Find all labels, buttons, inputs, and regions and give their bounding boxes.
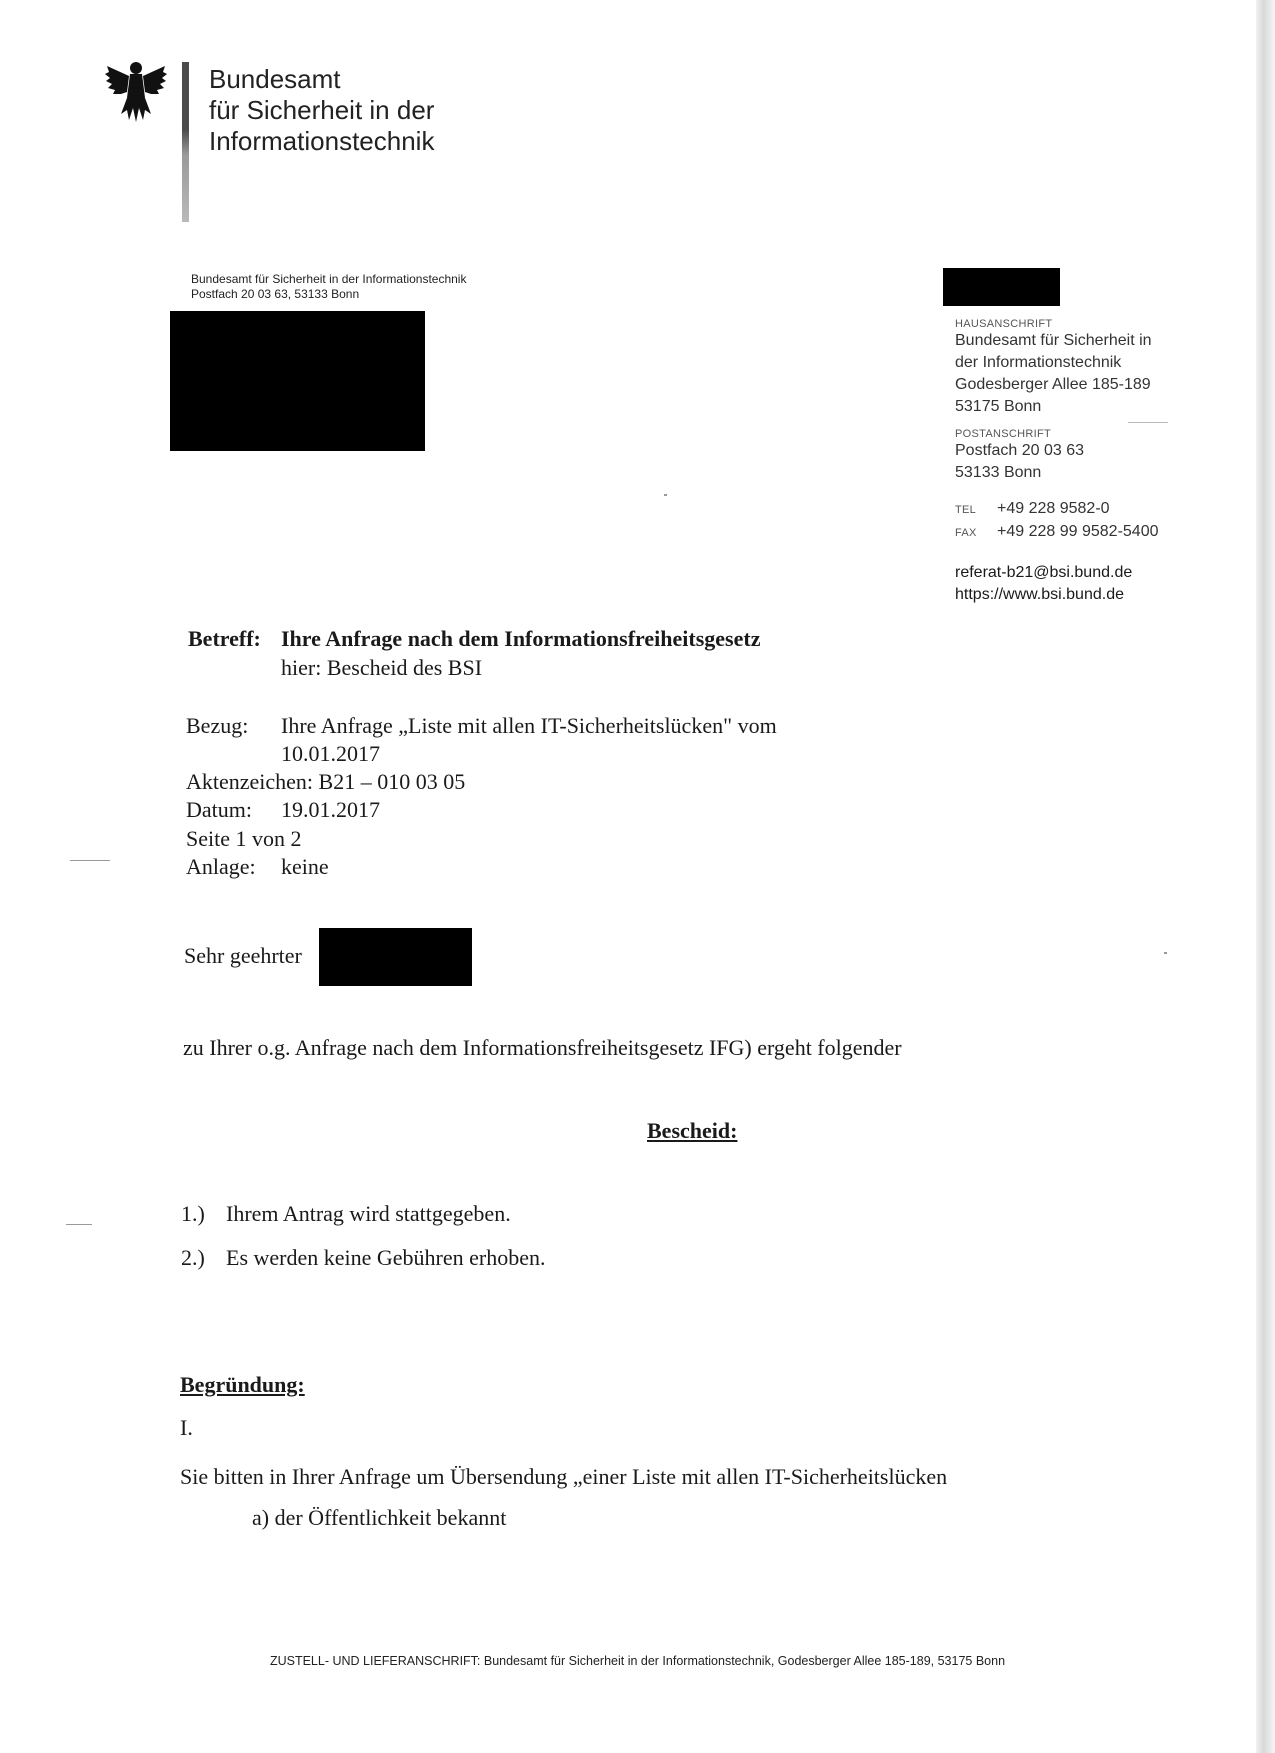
anlage-label: Anlage: — [186, 854, 256, 879]
decision-1-number: 1.) — [181, 1201, 205, 1226]
logo-line-1: Bundesamt — [209, 64, 341, 94]
logo-bar — [182, 62, 189, 222]
postanschrift-label: POSTANSCHRIFT — [955, 428, 1051, 440]
delivery-address-footer: ZUSTELL- UND LIEFERANSCHRIFT: Bundesamt für Sicherheit in der Informationstechnik, Godesberger Allee 185-189, 53175 Bonn — [269, 1654, 1006, 1668]
datum-value: 19.01.2017 — [281, 797, 380, 822]
begruendung-heading: Begründung: — [180, 1372, 305, 1397]
postanschrift-line-2: 53133 Bonn — [955, 464, 1042, 481]
section-numeral: I. — [180, 1415, 193, 1440]
hausanschrift-line-4: 53175 Bonn — [955, 398, 1042, 415]
scan-edge — [1256, 0, 1275, 1753]
hausanschrift-line-3: Godesberger Allee 185-189 — [955, 376, 1151, 393]
redacted-recipient-name — [319, 928, 472, 986]
logo-line-2: für Sicherheit in der — [209, 95, 435, 125]
logo-line-3: Informationstechnik — [209, 126, 435, 156]
subject-label: Betreff: — [188, 626, 261, 651]
aktenzeichen: Aktenzeichen: B21 – 010 03 05 — [186, 769, 466, 794]
tel-label: TEL — [955, 504, 977, 516]
scan-speck — [70, 860, 110, 861]
reference-line-1: Ihre Anfrage „Liste mit allen IT-Sicherheitslücken" vom — [281, 713, 777, 738]
scan-speck — [1128, 422, 1168, 423]
postanschrift-line-1: Postfach 20 03 63 — [955, 442, 1084, 459]
hausanschrift-line-2: der Informationstechnik — [955, 354, 1122, 371]
decision-2-number: 2.) — [181, 1245, 205, 1270]
scan-speck — [1164, 952, 1167, 954]
redacted-recipient-address — [170, 311, 425, 451]
hausanschrift-label: HAUSANSCHRIFT — [955, 318, 1053, 330]
intro-text: zu Ihrer o.g. Anfrage nach dem Informationsfreiheitsgesetz IFG) ergeht folgender — [183, 1035, 902, 1060]
scan-speck — [66, 1224, 92, 1225]
return-address — [191, 272, 466, 302]
list-item-a: a) der Öffentlichkeit bekannt — [252, 1505, 507, 1530]
agency-logo-text — [209, 64, 434, 157]
scan-speck — [664, 494, 667, 496]
subject-line-2: hier: Bescheid des BSI — [281, 655, 483, 680]
page-indicator: Seite 1 von 2 — [186, 826, 302, 851]
anlage-value: keine — [281, 854, 329, 879]
fax-value: +49 228 99 9582-5400 — [997, 523, 1159, 540]
return-address-line-1: Bundesamt für Sicherheit in der Informationstechnik — [191, 272, 467, 286]
federal-eagle-icon — [105, 58, 167, 124]
reference-label: Bezug: — [186, 713, 249, 738]
redacted-sender-name — [943, 268, 1060, 306]
datum-label: Datum: — [186, 797, 252, 822]
email-link[interactable]: referat-b21@bsi.bund.de — [955, 564, 1133, 581]
hausanschrift-line-1: Bundesamt für Sicherheit in — [955, 332, 1152, 349]
reference-line-2: 10.01.2017 — [281, 741, 380, 766]
body-paragraph: Sie bitten in Ihrer Anfrage um Übersendung „einer Liste mit allen IT-Sicherheitslücken — [180, 1464, 948, 1489]
contact-block — [955, 318, 1158, 606]
website-link[interactable]: https://www.bsi.bund.de — [955, 586, 1124, 603]
bescheid-heading: Bescheid: — [647, 1118, 738, 1143]
fax-label: FAX — [955, 527, 977, 539]
subject-line-1: Ihre Anfrage nach dem Informationsfreiheitsgesetz — [281, 626, 761, 651]
return-address-line-2: Postfach 20 03 63, 53133 Bonn — [191, 287, 360, 301]
decision-1-text: Ihrem Antrag wird stattgegeben. — [226, 1201, 511, 1226]
tel-value: +49 228 9582-0 — [997, 500, 1110, 517]
salutation: Sehr geehrter — [184, 943, 302, 968]
decision-2-text: Es werden keine Gebühren erhoben. — [226, 1245, 546, 1270]
